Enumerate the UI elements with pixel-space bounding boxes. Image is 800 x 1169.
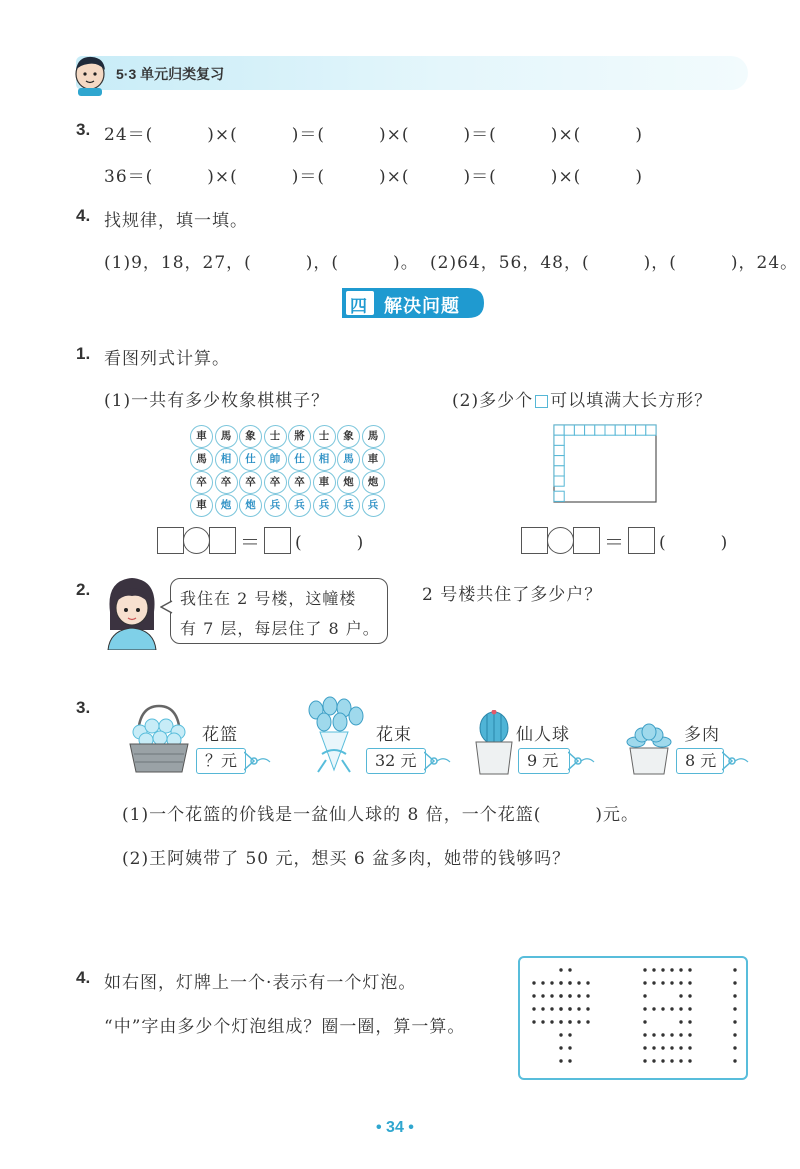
light-bulb-dot [679, 1059, 682, 1062]
light-bulb-dot [568, 1059, 571, 1062]
light-board-panel [518, 956, 748, 1080]
light-bulb-dot [733, 1007, 736, 1010]
light-bulb-dot [733, 994, 736, 997]
light-bulb-dot [559, 1007, 562, 1010]
chess-row [190, 493, 379, 516]
problem3-q1: (1)一个花篮的价钱是一盆仙人球的 8 倍，一个花篮( )元。 [122, 805, 639, 825]
chess-piece: 炮 [337, 471, 360, 494]
light-bulb-dot [688, 994, 691, 997]
chess-piece: 兵 [264, 494, 287, 517]
light-bulb-dot [559, 1059, 562, 1062]
light-bulb-dot [679, 1046, 682, 1049]
light-bulb-dot [586, 994, 589, 997]
unit-square [595, 425, 605, 435]
rectangle-grid-figure [553, 424, 657, 503]
light-bulb-dot [559, 1033, 562, 1036]
light-bulb-dot [661, 1059, 664, 1062]
light-bulb-dot [568, 1007, 571, 1010]
answer-box[interactable] [521, 527, 548, 554]
chess-piece: 車 [313, 471, 336, 494]
problem3-q2: (2)王阿姨带了 50 元，想买 6 盆多肉，她带的钱够吗？ [122, 849, 571, 869]
price-tag-succulent: 8 元 [676, 748, 724, 774]
chess-piece: 車 [190, 425, 213, 448]
unit-square [636, 425, 646, 435]
light-bulb-dot [652, 968, 655, 971]
unit-square [605, 425, 615, 435]
light-bulb-dot [670, 981, 673, 984]
chess-piece: 炮 [362, 471, 385, 494]
operator-circle[interactable] [547, 527, 574, 554]
light-bulb-dot [670, 1046, 673, 1049]
light-bulb-dot [559, 968, 562, 971]
light-bulb-dot [577, 1020, 580, 1023]
chess-piece: 相 [313, 448, 336, 471]
problem4-line1: 如右图，灯牌上一个·表示有一个灯泡。 [104, 973, 417, 993]
chess-piece: 象 [239, 425, 262, 448]
unit-square [554, 425, 564, 435]
answer-box[interactable] [264, 527, 291, 554]
chess-row [190, 424, 379, 447]
light-bulb-dot [679, 1007, 682, 1010]
light-bulb-dot [733, 1033, 736, 1036]
light-bulb-dot [733, 1059, 736, 1062]
light-bulb-dot [661, 981, 664, 984]
unit-square [554, 491, 564, 501]
light-bulb-dot [541, 1007, 544, 1010]
chess-piece: 象 [337, 425, 360, 448]
page-number: • 34 • [376, 1119, 414, 1136]
light-bulb-dot [688, 1046, 691, 1049]
chess-piece: 士 [313, 425, 336, 448]
part4-number: 4. [76, 206, 91, 225]
unit-square [554, 476, 564, 486]
section-badge [338, 286, 486, 320]
boy-mascot-icon [70, 52, 112, 96]
light-bulb-dot [661, 1007, 664, 1010]
answer-box[interactable] [157, 527, 184, 554]
flower-basket-icon [124, 702, 194, 776]
light-bulb-dot [586, 981, 589, 984]
chess-row [190, 447, 379, 470]
light-bulb-dot [586, 1020, 589, 1023]
chess-piece: 卒 [288, 471, 311, 494]
problem1-q2-before: (2)多少个 [452, 391, 534, 411]
succulent-pot-icon [626, 722, 672, 776]
problem1-title: 看图列式计算。 [104, 349, 230, 369]
light-bulb-dot [733, 968, 736, 971]
light-bulb-dot [586, 1007, 589, 1010]
sequence-2: (2)64，56，48，( )，( )，24。 [430, 253, 799, 273]
chess-piece: 兵 [337, 494, 360, 517]
equals-sign: ＝ [240, 530, 260, 554]
light-bulb-dot [568, 1033, 571, 1036]
unit-square [585, 425, 595, 435]
chess-piece: 馬 [337, 448, 360, 471]
light-bulb-dot [643, 1033, 646, 1036]
price-tag-bouquet: 32 元 [366, 748, 426, 774]
answer-box[interactable] [573, 527, 600, 554]
light-bulb-dot [568, 968, 571, 971]
unit-square [615, 425, 625, 435]
light-bulb-dot [541, 994, 544, 997]
answer-box[interactable] [628, 527, 655, 554]
tag-string-icon [568, 748, 598, 774]
light-bulb-dot [559, 994, 562, 997]
chess-piece: 兵 [288, 494, 311, 517]
chess-piece: 馬 [190, 448, 213, 471]
unit-parentheses: ( ) [295, 533, 365, 553]
chess-row [190, 470, 379, 493]
price-tag-cactus: 9 元 [518, 748, 570, 774]
section-badge-number: 四 [350, 297, 367, 317]
light-bulb-dot [733, 1020, 736, 1023]
chess-piece: 兵 [313, 494, 336, 517]
sequence-1: (1)9，18，27，( )，( )。 [104, 253, 419, 273]
light-bulb-dot [559, 981, 562, 984]
chess-piece: 仕 [288, 448, 311, 471]
problem1-q2-after: 可以填满大长方形？ [550, 391, 713, 411]
flower-bouquet-icon [302, 696, 366, 776]
chess-piece: 帥 [264, 448, 287, 471]
light-bulb-dot [670, 1007, 673, 1010]
light-bulb-dot [670, 968, 673, 971]
problem2-number: 2. [76, 580, 91, 599]
unit-square [574, 425, 584, 435]
light-bulb-dot [577, 981, 580, 984]
light-bulb-dot [541, 981, 544, 984]
light-bulb-dot [643, 1046, 646, 1049]
chess-piece: 將 [288, 425, 311, 448]
light-bulb-dot [688, 1033, 691, 1036]
light-bulb-dot [661, 1033, 664, 1036]
light-bulb-dot [532, 1007, 535, 1010]
light-bulb-dot [643, 994, 646, 997]
chess-piece: 車 [190, 494, 213, 517]
light-bulb-dot [559, 1046, 562, 1049]
light-bulb-dot [733, 981, 736, 984]
unit-square [625, 425, 635, 435]
light-bulb-dot [568, 981, 571, 984]
light-bulb-dot [679, 968, 682, 971]
light-bulb-dot [541, 1020, 544, 1023]
part4-title: 找规律，填一填。 [104, 211, 248, 231]
factor-equation-24: 24＝( )×( )＝( )×( )＝( )×( ) [104, 125, 643, 145]
light-bulb-dot [568, 1020, 571, 1023]
chess-piece: 車 [362, 448, 385, 471]
chess-piece: 馬 [215, 425, 238, 448]
problem2-question: 2 号楼共住了多少户？ [422, 585, 603, 605]
light-bulb-dot [643, 1059, 646, 1062]
bubble-tail-icon [160, 600, 174, 614]
problem1-number: 1. [76, 344, 91, 363]
light-bulb-dot [688, 981, 691, 984]
light-bulb-dot [577, 994, 580, 997]
light-bulb-dot [643, 968, 646, 971]
light-bulb-dot [688, 1020, 691, 1023]
tag-string-icon [244, 748, 274, 774]
light-bulb-dot [568, 994, 571, 997]
light-bulb-dot [679, 981, 682, 984]
item-name-succulent: 多肉 [684, 725, 720, 745]
chess-piece: 卒 [239, 471, 262, 494]
light-bulb-dot [652, 1046, 655, 1049]
unit-parentheses: ( ) [659, 533, 729, 553]
light-bulb-dot [652, 1033, 655, 1036]
chess-piece: 卒 [264, 471, 287, 494]
chess-piece: 炮 [239, 494, 262, 517]
section-title: 解决问题 [384, 296, 460, 317]
price-tag-basket: ？元 [196, 748, 246, 774]
chess-piece: 炮 [215, 494, 238, 517]
light-bulb-dot [550, 994, 553, 997]
unit-square [554, 456, 564, 466]
light-bulb-dot-grid [520, 958, 746, 1078]
light-bulb-dot [688, 1007, 691, 1010]
bubble-line-2: 有 7 层，每层住了 8 户。 [180, 619, 380, 638]
problem4-number: 4. [76, 968, 91, 987]
equals-sign: ＝ [604, 530, 624, 554]
chess-pieces-grid [190, 424, 379, 516]
light-bulb-dot [532, 981, 535, 984]
bubble-line-1: 我住在 2 号楼，这幢楼 [180, 589, 357, 608]
answer-template-2 [521, 526, 728, 555]
chess-piece: 馬 [362, 425, 385, 448]
light-bulb-dot [688, 968, 691, 971]
light-bulb-dot [568, 1046, 571, 1049]
light-bulb-dot [652, 1007, 655, 1010]
answer-template-1 [157, 526, 364, 555]
chess-piece: 卒 [190, 471, 213, 494]
light-bulb-dot [559, 1020, 562, 1023]
unit-square [646, 425, 656, 435]
light-bulb-dot [661, 968, 664, 971]
item-name-basket: 花篮 [202, 725, 238, 745]
light-bulb-dot [733, 1046, 736, 1049]
light-bulb-dot [550, 1020, 553, 1023]
part3-number: 3. [76, 120, 91, 139]
light-bulb-dot [670, 1059, 673, 1062]
small-square-icon [535, 395, 548, 408]
light-bulb-dot [643, 1020, 646, 1023]
item-name-bouquet: 花束 [376, 725, 412, 745]
light-bulb-dot [688, 1059, 691, 1062]
chess-piece: 卒 [215, 471, 238, 494]
light-bulb-dot [661, 1046, 664, 1049]
light-bulb-dot [652, 1059, 655, 1062]
unit-square [564, 425, 574, 435]
header-title: 5·3 单元归类复习 [116, 66, 225, 82]
light-bulb-dot [577, 1007, 580, 1010]
girl-avatar-icon [100, 572, 164, 650]
tag-string-icon [424, 748, 454, 774]
light-bulb-dot [670, 1033, 673, 1036]
chess-piece: 兵 [362, 494, 385, 517]
light-bulb-dot [532, 1020, 535, 1023]
light-bulb-dot [679, 994, 682, 997]
light-bulb-dot [643, 981, 646, 984]
unit-square [554, 435, 564, 445]
answer-box[interactable] [209, 527, 236, 554]
problem3-number: 3. [76, 698, 91, 717]
cactus-pot-icon [470, 710, 518, 776]
unit-square [554, 445, 564, 455]
problem1-q1: (1)一共有多少枚象棋棋子？ [104, 391, 330, 411]
problem1-q2 [452, 386, 712, 411]
unit-square [554, 466, 564, 476]
light-bulb-dot [550, 981, 553, 984]
light-bulb-dot [679, 1033, 682, 1036]
light-bulb-dot [679, 1020, 682, 1023]
operator-circle[interactable] [183, 527, 210, 554]
light-bulb-dot [550, 1007, 553, 1010]
tag-string-icon [722, 748, 752, 774]
problem4-line2: “中”字由多少个灯泡组成？圈一圈，算一算。 [104, 1017, 466, 1037]
chess-piece: 士 [264, 425, 287, 448]
light-bulb-dot [643, 1007, 646, 1010]
chess-piece: 仕 [239, 448, 262, 471]
light-bulb-dot [532, 994, 535, 997]
factor-equation-36: 36＝( )×( )＝( )×( )＝( )×( ) [104, 167, 643, 187]
item-name-cactus: 仙人球 [516, 725, 570, 745]
chess-piece: 相 [215, 448, 238, 471]
light-bulb-dot [652, 981, 655, 984]
